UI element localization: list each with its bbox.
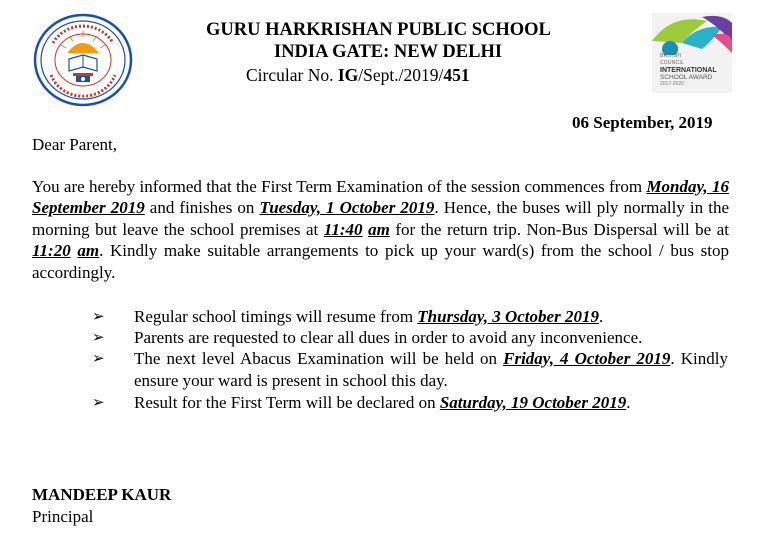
arrow-bullet-icon: ➢ — [92, 328, 105, 346]
circular-num: 451 — [443, 65, 470, 85]
dispersal-time-ampm: am — [77, 241, 100, 261]
bullet-1-text: Regular school timings will resume from — [134, 307, 418, 326]
award-line1b: COUNCIL — [660, 60, 684, 66]
award-line1: BRITISH — [660, 53, 682, 59]
salutation: Dear Parent, — [32, 135, 117, 154]
school-address: INDIA GATE: NEW DELHI — [274, 42, 503, 62]
signatory-role: Principal — [32, 507, 94, 526]
signatory-name: MANDEEP KAUR — [32, 485, 172, 504]
bullet-4-end: . — [626, 393, 631, 412]
award-line2: INTERNATIONAL — [660, 67, 717, 74]
exam-start-date: Monday, 16 September 2019 — [32, 177, 729, 218]
body-text-1: You are hereby informed that the First Term Examination of the session commences from — [32, 177, 647, 196]
arrow-bullet-icon: ➢ — [92, 349, 105, 367]
bullet-item-4 — [134, 392, 728, 414]
body-text-5: . Kindly make suitable arrangements to pick up your ward(s) from the school / bus stop accordingly. — [32, 241, 730, 282]
circular-mid: /Sept./2019/ — [358, 65, 444, 85]
award-line3: SCHOOL AWARD — [660, 74, 713, 81]
body-text-3: . Hence, the buses will ply normally in the morning but leave the school premises at — [32, 198, 729, 239]
letter-date: 06 September, 2019 — [572, 113, 713, 132]
bullet-4-text: Result for the First Term will be declared on — [134, 393, 440, 412]
exam-end-date: Tuesday, 1 October 2019 — [259, 198, 435, 218]
arrow-bullet-icon: ➢ — [92, 393, 105, 411]
school-crest-logo — [33, 13, 133, 107]
abacus-exam-date: Friday, 4 October 2019 — [503, 349, 671, 368]
bus-time-ampm: am — [368, 219, 390, 239]
arrow-bullet-icon: ➢ — [92, 307, 105, 325]
bullet-item-2: Parents are requested to clear all dues in order to avoid any inconvenience. — [134, 328, 643, 347]
school-name: GURU HARKRISHAN PUBLIC SCHOOL — [206, 20, 551, 40]
circular-prefix: Circular No. — [246, 65, 338, 85]
international-school-award-logo — [652, 13, 732, 93]
bullet-list — [0, 306, 758, 416]
bullet-1-end: . — [598, 307, 604, 326]
bullet-item-1 — [134, 306, 728, 328]
circular-code: IG — [337, 65, 359, 85]
dispersal-time: 11:20 — [32, 241, 71, 261]
school-resume-date: Thursday, 3 October 2019 — [417, 307, 599, 326]
bullet-3-text: The next level Abacus Examination will be held on — [134, 349, 504, 368]
bullet-item-3 — [134, 348, 728, 391]
body-text-2: and finishes on — [144, 198, 260, 218]
body-paragraph — [32, 176, 729, 283]
bullet-3-end: . Kindly ensure your ward is present in school this day. — [134, 349, 728, 390]
body-text-4: for the return trip. Non-Bus Dispersal will be at — [389, 219, 730, 239]
circular-number — [246, 65, 470, 86]
award-text — [660, 53, 717, 88]
result-date: Saturday, 19 October 2019 — [439, 393, 627, 412]
bus-time: 11:40 — [323, 219, 363, 239]
award-years: 2017-2020 — [660, 81, 684, 87]
